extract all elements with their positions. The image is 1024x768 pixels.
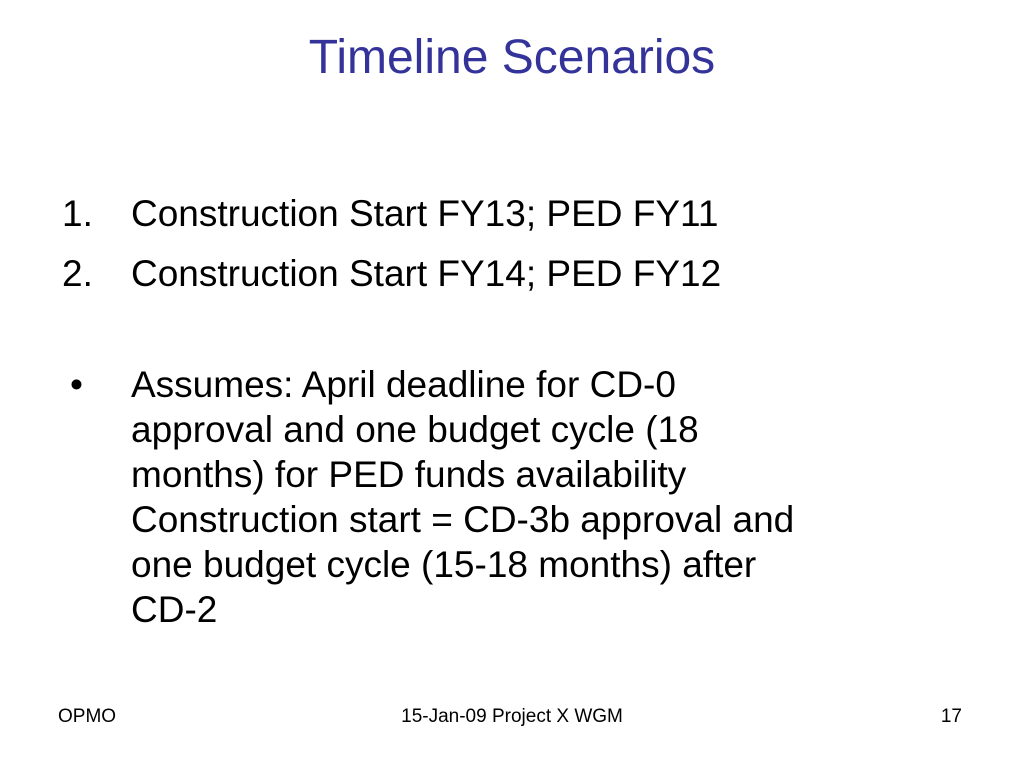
list-item <box>62 184 962 244</box>
list-item-text: Construction Start FY14; PED FY12 <box>131 253 722 294</box>
list-item-number: 2. <box>62 253 93 294</box>
slide-title: Timeline Scenarios <box>308 31 716 84</box>
bullet-line: approval and one budget cycle (18 <box>131 409 699 450</box>
bullet-line: Construction start = CD-3b approval and <box>131 499 795 540</box>
bullet-line: CD-2 <box>131 589 218 630</box>
assumptions-bullet <box>62 362 962 632</box>
numbered-list <box>62 184 962 304</box>
bullet-line: months) for PED funds availability <box>131 454 687 495</box>
footer-date-title: 15-Jan-09 Project X WGM <box>401 706 623 727</box>
slide-number: 17 <box>940 706 962 727</box>
bullet-line: Assumes: April deadline for CD-0 <box>131 364 676 405</box>
list-item-text: Construction Start FY13; PED FY11 <box>131 193 719 234</box>
bullet-text <box>131 362 962 632</box>
list-item <box>62 244 962 304</box>
footer-organization: OPMO <box>58 706 117 727</box>
bullet-line: one budget cycle (15-18 months) after <box>131 544 757 585</box>
bullet-icon: • <box>70 364 83 405</box>
list-item-number: 1. <box>62 193 93 234</box>
